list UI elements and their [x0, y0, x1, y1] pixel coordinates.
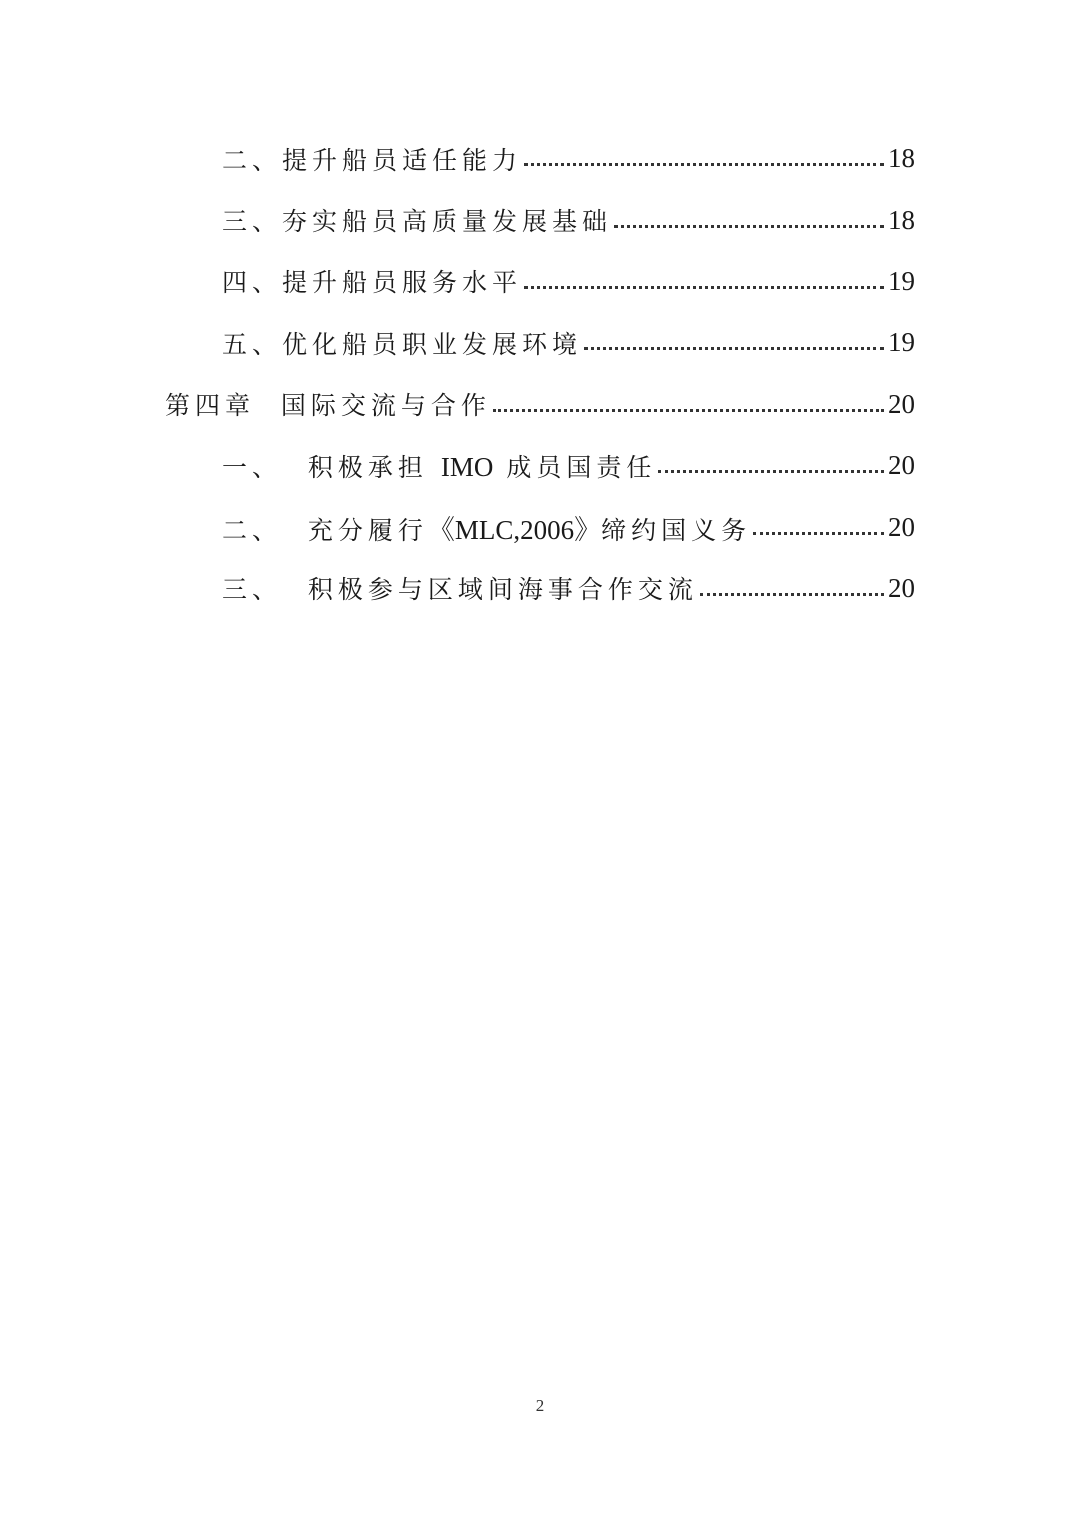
toc-entry-title — [222, 448, 656, 484]
toc-entry[interactable] — [0, 128, 1080, 189]
toc-entry-page: 18 — [888, 143, 915, 174]
toc-entry-title-suffix: 缔约国义务 — [601, 515, 752, 545]
toc-entry[interactable] — [0, 496, 1080, 557]
toc-entry-title-suffix: 成员国责任 — [506, 452, 657, 482]
toc-entry[interactable] — [0, 435, 1080, 496]
toc-entry-title-latin: 《MLC,2006》 — [427, 514, 602, 545]
toc-entry-title: 三、夯实船员高质量发展基础 — [222, 207, 613, 237]
toc-entry-title-latin: IMO — [440, 451, 494, 482]
toc-leader-dots — [658, 470, 884, 473]
toc-leader-dots — [524, 163, 884, 166]
toc-entry-title: 二、提升船员适任能力 — [222, 145, 523, 175]
toc-chapter-entry[interactable] — [0, 374, 1080, 435]
toc-entry-page: 20 — [888, 388, 915, 419]
toc-entry-page: 20 — [888, 572, 915, 603]
page-number: 2 — [535, 1396, 545, 1415]
toc-leader-dots — [584, 347, 884, 350]
toc-entry-title-prefix: 二、 充分履行 — [222, 515, 428, 545]
toc-entry[interactable] — [0, 189, 1080, 250]
toc-leader-dots — [753, 532, 884, 535]
toc-entry[interactable] — [0, 251, 1080, 312]
toc-entry-page: 20 — [888, 450, 915, 481]
toc-entry[interactable] — [0, 312, 1080, 373]
toc-leader-dots — [524, 286, 884, 289]
toc-entry-title: 三、 积极参与区域间海事合作交流 — [222, 575, 698, 605]
toc-leader-dots — [493, 409, 884, 412]
toc-entry-title: 第四章 国际交流与合作 — [165, 391, 491, 421]
toc-entry-title-prefix: 一、 积极承担 — [222, 452, 428, 482]
toc-entry-title: 五、优化船员职业发展环境 — [222, 329, 583, 359]
toc-entry-title — [222, 508, 751, 547]
toc-entry-page: 19 — [888, 327, 915, 358]
table-of-contents — [0, 128, 1080, 619]
toc-entry-page: 19 — [888, 265, 915, 296]
toc-entry-page: 18 — [888, 204, 915, 235]
toc-entry[interactable] — [0, 558, 1080, 619]
toc-leader-dots — [700, 593, 884, 596]
toc-entry-title: 四、提升船员服务水平 — [222, 268, 523, 298]
toc-entry-page: 20 — [888, 511, 915, 542]
toc-leader-dots — [614, 225, 884, 228]
